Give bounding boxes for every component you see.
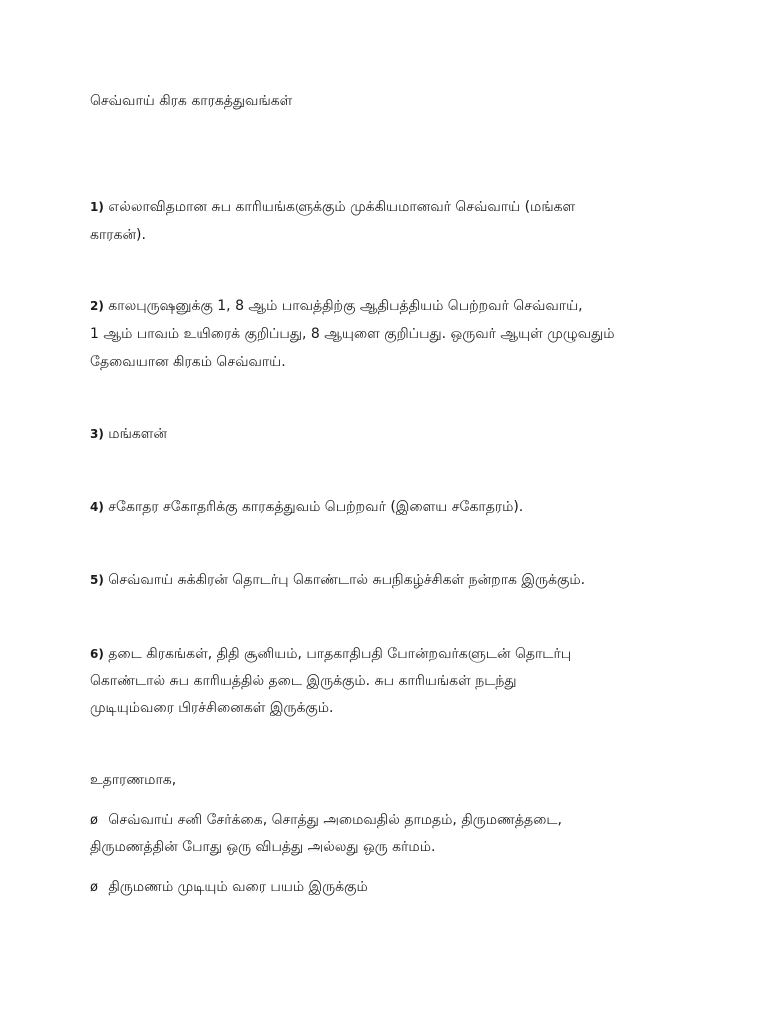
list-item-1-line-2: காரகன்). [90, 227, 146, 243]
list-item-6-line-1 [90, 645, 571, 663]
bullet-icon: ø [90, 880, 98, 895]
list-item-2-line-1 [90, 297, 583, 315]
example-heading: உதாரணமாக, [90, 772, 177, 788]
document-title: செவ்வாய் கிரக காரகத்துவங்கள் [90, 93, 293, 109]
item-text: மங்களன் [108, 426, 167, 442]
item-text: செவ்வாய் சுக்கிரன் தொடர்பு கொண்டால் சுபநிகழ்ச்சிகள் நன்றாக இருக்கும். [108, 572, 586, 588]
bullet-item-1-line-2: திருமணத்தின் போது ஒரு விபத்து அல்லது ஒரு கர்மம். [90, 839, 436, 855]
list-item-3 [90, 425, 167, 443]
list-item-6-line-3: முடியும்வரை பிரச்சினைகள் இருக்கும். [90, 700, 334, 716]
list-item-5 [90, 571, 585, 589]
item-number: 2) [90, 299, 104, 313]
list-item-2-line-2: 1 ஆம் பாவம் உயிரைக் குறிப்பது, 8 ஆயுளை குறிப்பது. ஒருவர் ஆயுள் முழுவதும் [90, 326, 615, 342]
bullet-text: செவ்வாய் சனி சேர்க்கை, சொத்து அமைவதில் தாமதம், திருமணத்தடை, [108, 812, 562, 828]
bullet-item-1-line-1 [90, 811, 562, 830]
item-text: எல்லாவிதமான சுப காரியங்களுக்கும் முக்கியமானவர் செவ்வாய் (மங்கள [108, 199, 576, 215]
item-number: 6) [90, 647, 104, 661]
list-item-6-line-2: கொண்டால் சுப காரியத்தில் தடை இருக்கும். சுப காரியங்கள் நடந்து [90, 673, 517, 689]
bullet-text: திருமணம் முடியும் வரை பயம் இருக்கும் [108, 879, 368, 895]
bullet-icon: ø [90, 813, 98, 828]
bullet-item-2 [90, 878, 368, 897]
item-number: 4) [90, 500, 104, 514]
list-item-2-line-3: தேவையான கிரகம் செவ்வாய். [90, 354, 286, 370]
item-number: 1) [90, 200, 104, 214]
item-text: தடை கிரகங்கள், திதி சூனியம், பாதகாதிபதி போன்றவர்களுடன் தொடர்பு [108, 646, 572, 662]
item-text: காலபுருஷனுக்கு 1, 8 ஆம் பாவத்திற்கு ஆதிபத்தியம் பெற்றவர் செவ்வாய், [108, 298, 583, 314]
item-number: 5) [90, 573, 104, 587]
list-item-4 [90, 498, 523, 516]
item-text: சகோதர சகோதரிக்கு காரகத்துவம் பெற்றவர் (இளைய சகோதரம்). [108, 499, 524, 515]
item-number: 3) [90, 427, 104, 441]
list-item-1-line-1 [90, 198, 575, 216]
